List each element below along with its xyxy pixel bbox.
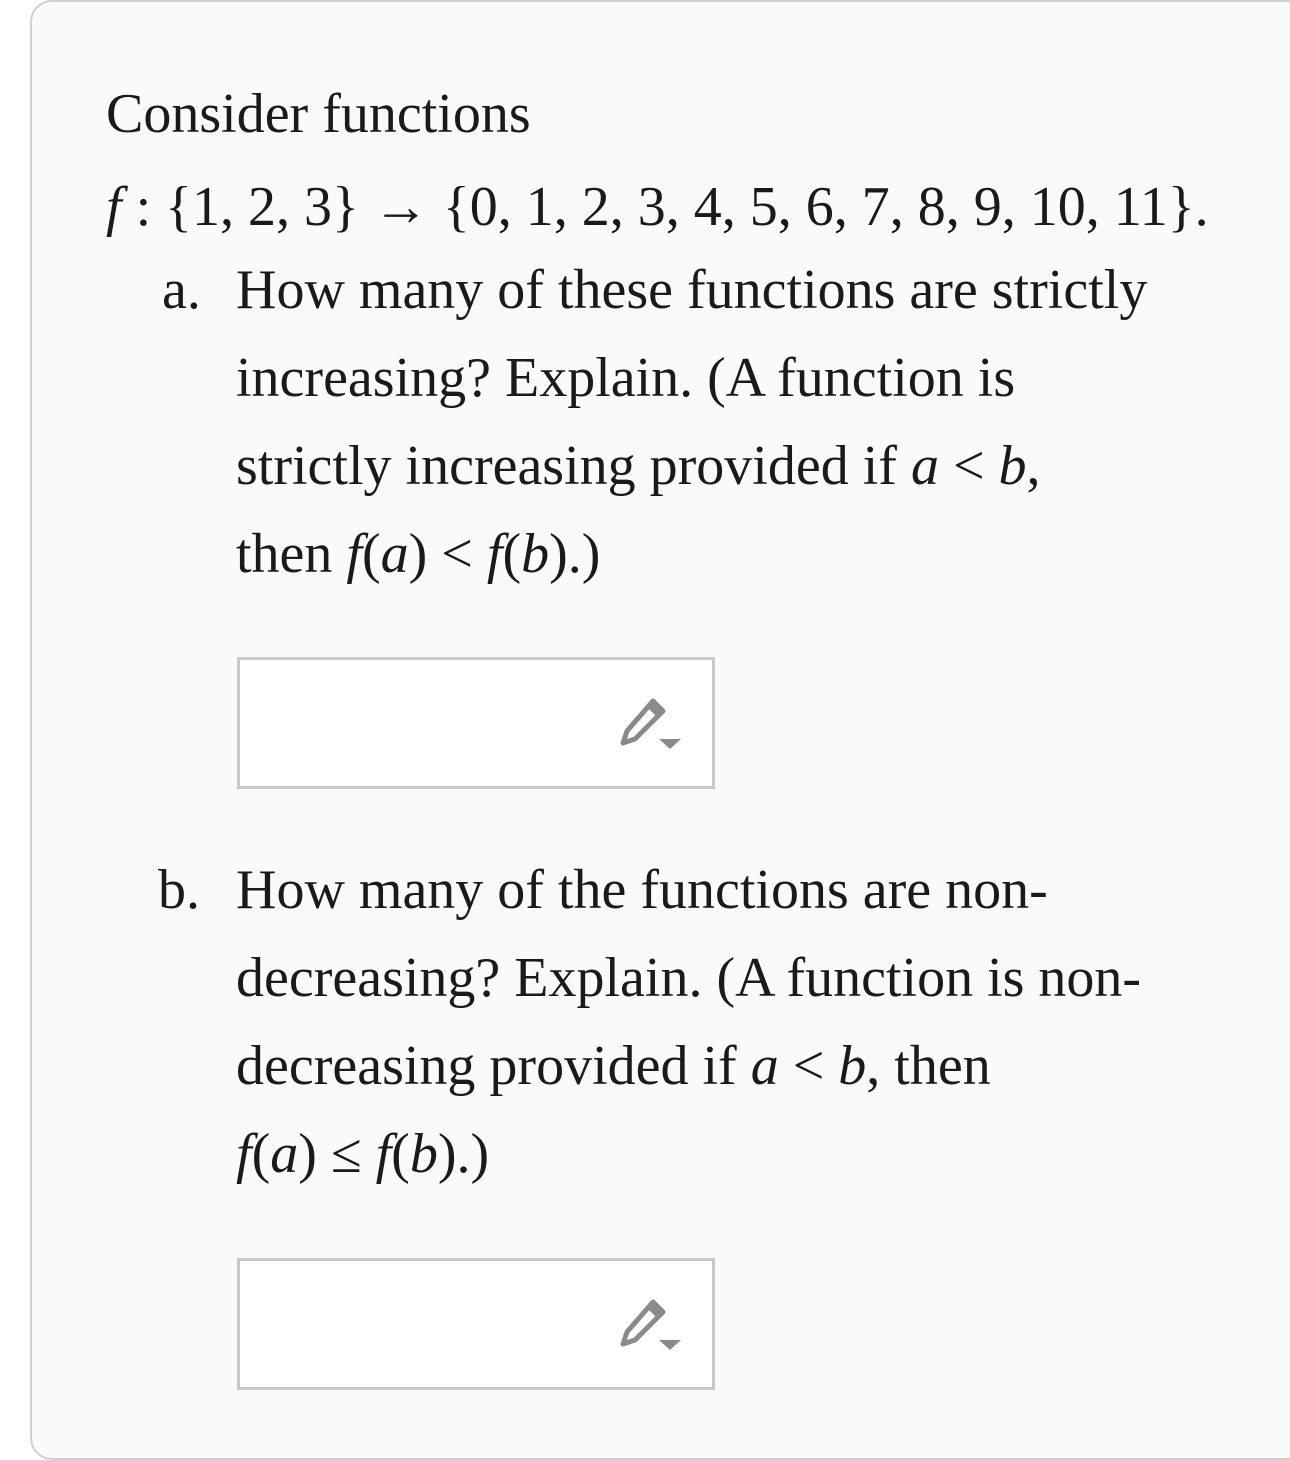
function-symbol: f	[346, 523, 362, 585]
comma: ,	[1026, 435, 1041, 497]
part-b-line-3	[236, 1022, 1266, 1110]
variable-a: a	[910, 435, 939, 497]
open-paren: (	[251, 1123, 271, 1185]
part-b-marker: b.	[158, 859, 200, 921]
open-paren: (	[361, 523, 381, 585]
arrow-symbol: →	[358, 176, 443, 238]
part-b-line-1: How many of the functions are non-	[236, 859, 1048, 921]
variable-a: a	[750, 1035, 779, 1097]
variable-b: b	[409, 1123, 438, 1185]
domain-set: {1, 2, 3}	[165, 176, 359, 238]
close-paren: )	[408, 523, 428, 585]
part-b-question	[236, 846, 1266, 1198]
close-paren-period: ).)	[437, 1123, 490, 1185]
variable-b: b	[838, 1035, 867, 1097]
variable-a: a	[380, 523, 409, 585]
close-paren-period: ).)	[549, 523, 601, 585]
open-paren: (	[502, 523, 522, 585]
part-a-question	[236, 246, 1266, 598]
part-a-line-3	[236, 422, 1266, 510]
part-a-line-1: How many of these functions are strictly	[236, 259, 1148, 321]
part-b-line-3-text: decreasing provided if	[236, 1035, 751, 1097]
definition-period: .	[1194, 176, 1209, 238]
part-b-line-4	[236, 1110, 1266, 1198]
function-definition	[106, 174, 1209, 240]
then-word: , then	[866, 1035, 991, 1097]
codomain-set: {0, 1, 2, 3, 4, 5, 6, 7, 8, 9, 10, 11}	[442, 176, 1195, 238]
part-a-line-3-text: strictly increasing provided if	[236, 435, 911, 497]
less-than-symbol: <	[938, 435, 999, 497]
variable-b: b	[521, 523, 550, 585]
variable-a: a	[270, 1123, 299, 1185]
part-a-line-2: increasing? Explain. (A function is	[236, 347, 1016, 409]
part-a-line-4	[236, 510, 1266, 598]
open-paren: (	[391, 1123, 410, 1185]
function-symbol: f	[236, 1123, 252, 1185]
colon-symbol: :	[121, 176, 166, 238]
pencil-dropdown-icon[interactable]	[617, 697, 683, 753]
pencil-dropdown-icon[interactable]	[617, 1298, 683, 1354]
less-than-symbol: <	[778, 1035, 839, 1097]
less-than-symbol: <	[427, 523, 487, 585]
function-symbol: f	[106, 176, 122, 238]
variable-b: b	[998, 435, 1027, 497]
then-word: then	[236, 523, 347, 585]
function-symbol: f	[486, 523, 503, 585]
close-paren: )	[298, 1123, 317, 1185]
part-a-marker: a.	[162, 259, 201, 321]
part-b-line-2: decreasing? Explain. (A function is non-	[236, 947, 1142, 1009]
problem-intro: Consider functions	[106, 83, 531, 145]
function-symbol: f	[375, 1123, 392, 1185]
less-equal-symbol: ≤	[316, 1123, 376, 1185]
